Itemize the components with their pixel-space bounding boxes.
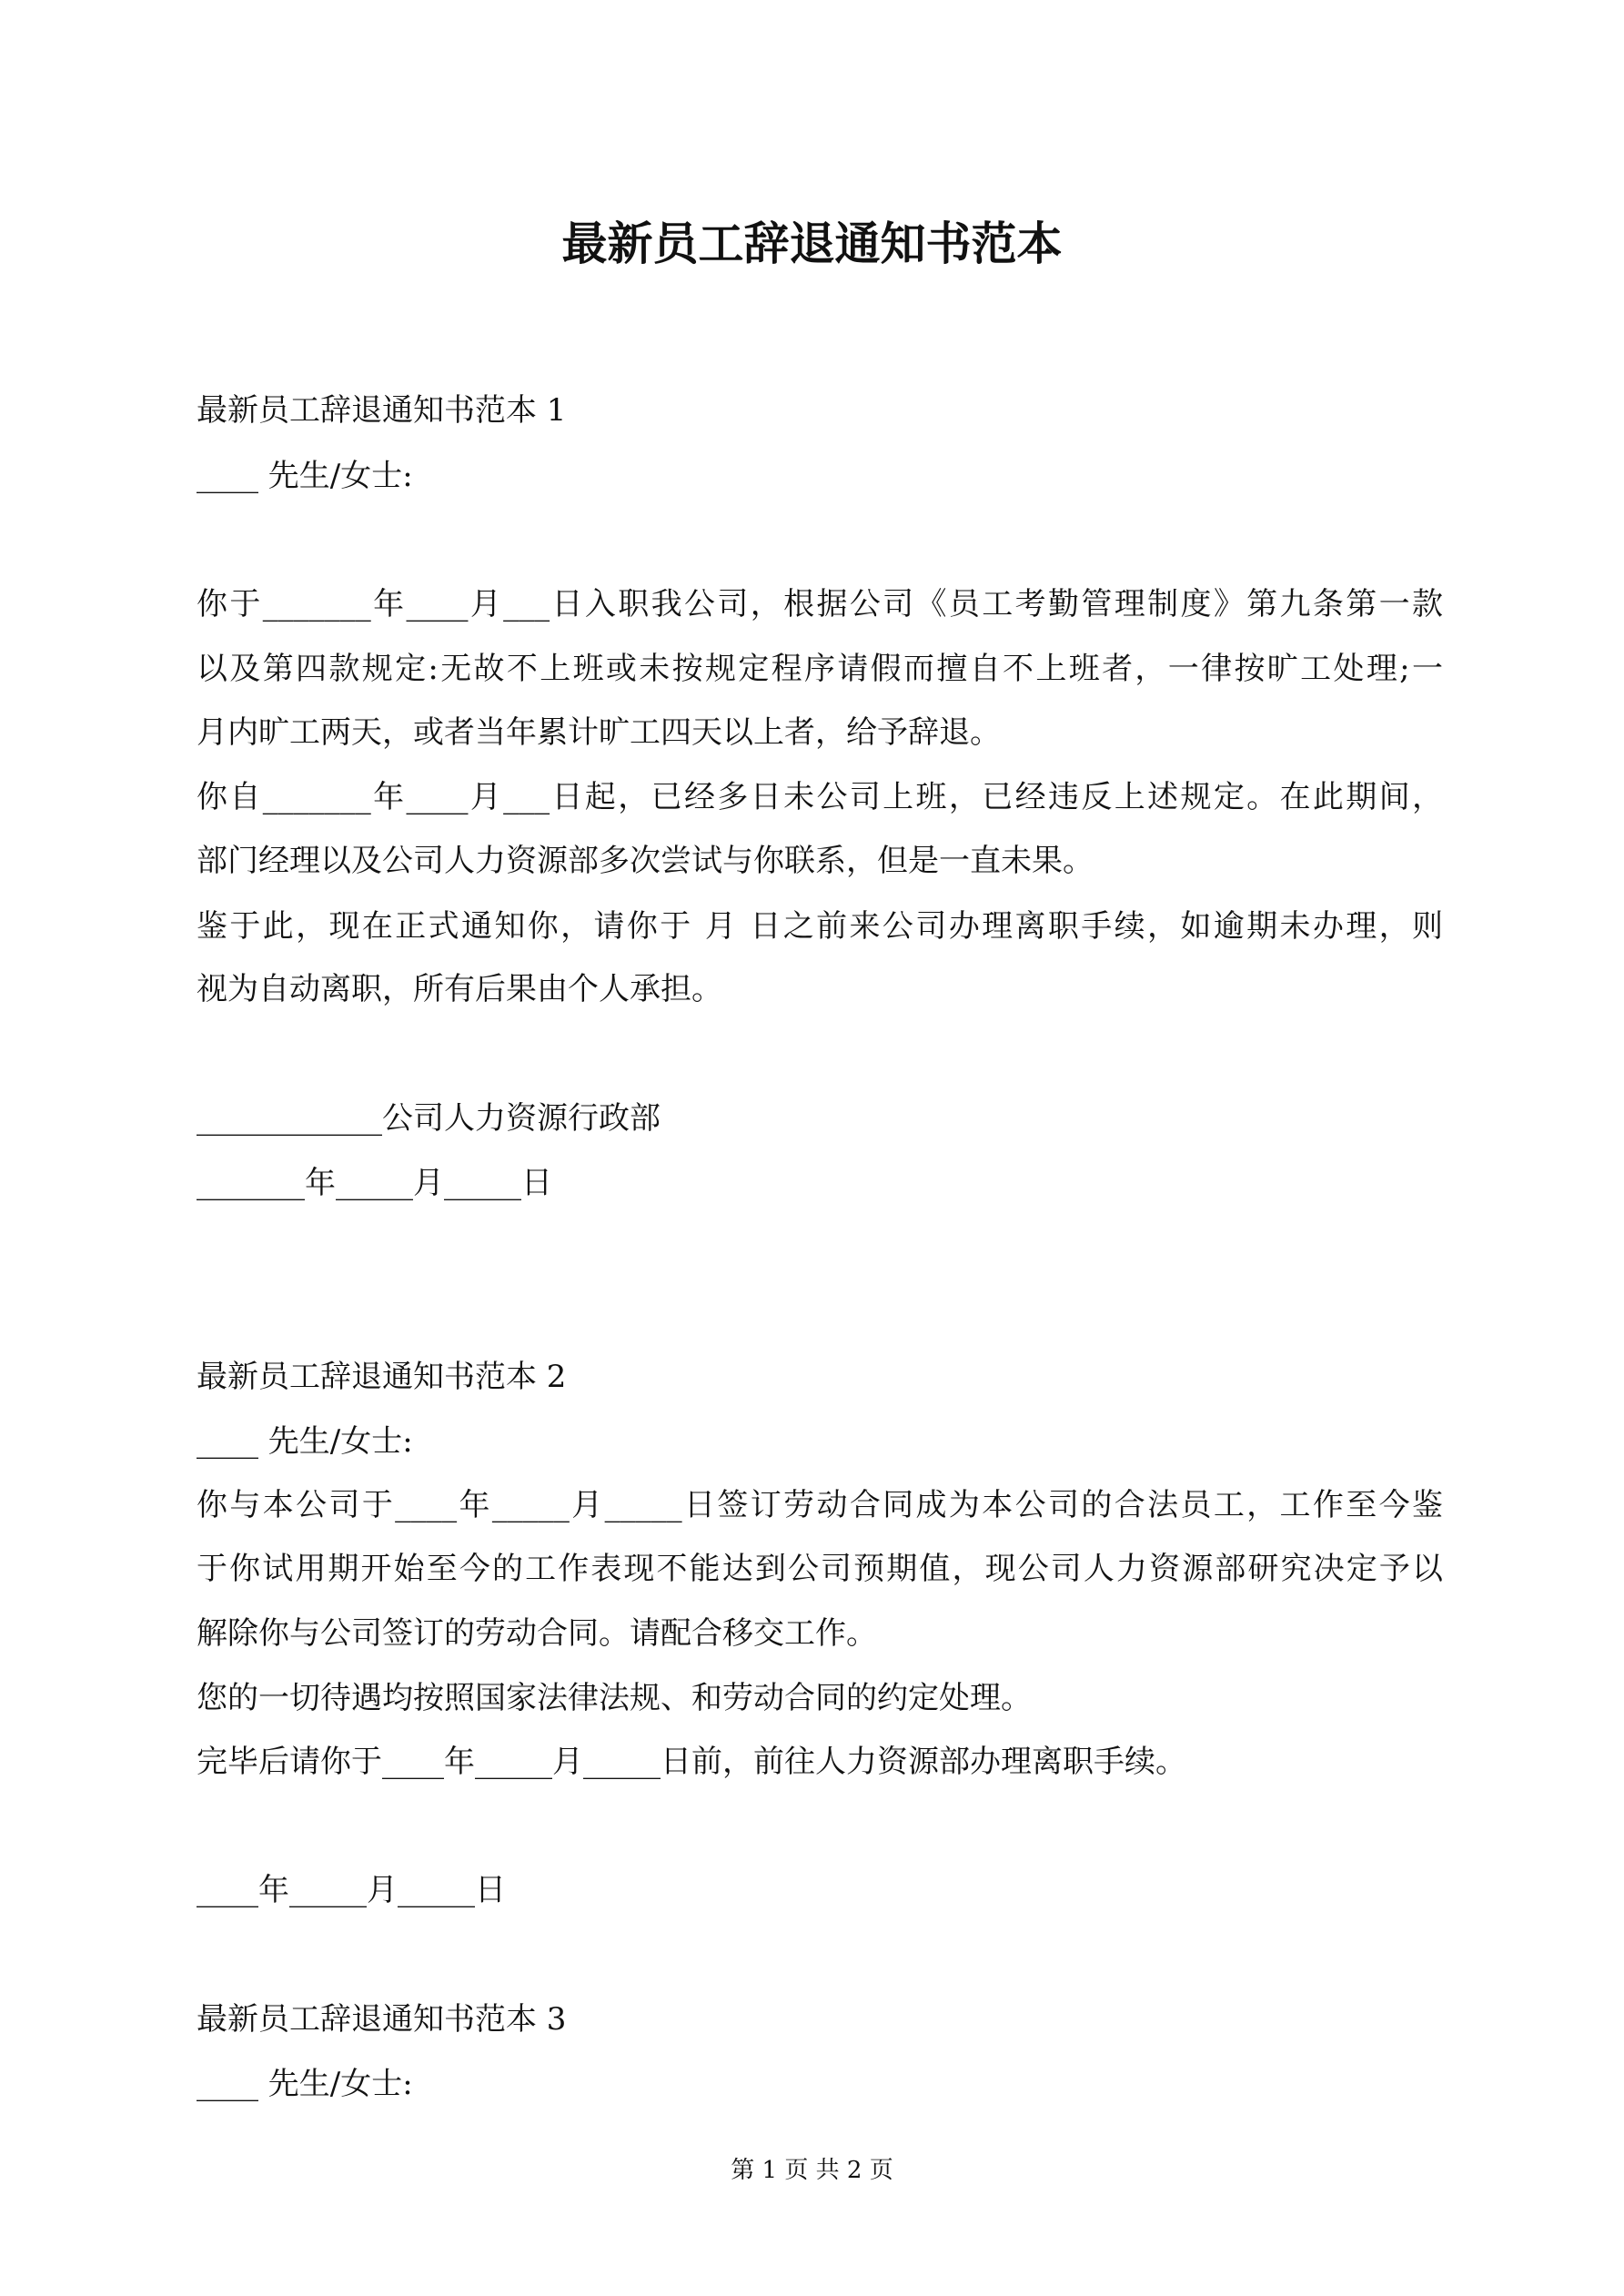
document-title: 最新员工辞退通知书范本 — [561, 217, 1063, 270]
paragraph-line: 鉴于此，现在正式通知你，请你于 月 日之前来公司办理离职手续，如逾期未办理，则 — [197, 908, 1443, 945]
paragraph-line: 您的一切待遇均按照国家法律法规、和劳动合同的约定处理。 — [197, 1680, 1032, 1716]
page-number-footer: 第 1 页 共 2 页 — [731, 2157, 893, 2184]
section-3-salutation: ____ 先生/女士: — [197, 2066, 413, 2102]
paragraph-line: 视为自动离职，所有后果由个人承担。 — [197, 971, 722, 1007]
paragraph-line: 以及第四款规定:无故不上班或未按规定程序请假而擅自不上班者，一律按旷工处理;一 — [197, 651, 1443, 687]
section-1-signature: ____________公司人力资源行政部 — [197, 1100, 661, 1137]
paragraph-line: 你于_______年____月___日入职我公司，根据公司《员工考勤管理制度》第九条第一款 — [197, 586, 1443, 622]
paragraph-line: 月内旷工两天，或者当年累计旷工四天以上者，给予辞退。 — [197, 714, 1001, 751]
section-1-heading: 最新员工辞退通知书范本 1 — [197, 392, 567, 429]
paragraph-line: 你自_______年____月___日起，已经多日未公司上班，已经违反上述规定。在此期间， — [197, 779, 1443, 815]
paragraph-line: 于你试用期开始至今的工作表现不能达到公司预期值，现公司人力资源部研究决定予以 — [197, 1551, 1443, 1587]
section-2-date: ____年_____月_____日 — [197, 1872, 506, 1908]
paragraph-line: 部门经理以及公司人力资源部多次尝试与你联系，但是一直未果。 — [197, 843, 1094, 879]
section-2-heading: 最新员工辞退通知书范本 2 — [197, 1359, 567, 1395]
section-1-salutation: ____ 先生/女士: — [197, 458, 413, 494]
section-3-heading: 最新员工辞退通知书范本 3 — [197, 2001, 567, 2038]
section-2-salutation: ____ 先生/女士: — [197, 1423, 413, 1460]
paragraph-line: 完毕后请你于____年_____月_____日前，前往人力资源部办理离职手续。 — [197, 1744, 1186, 1780]
paragraph-line: 你与本公司于____年_____月_____日签订劳动合同成为本公司的合法员工，工作至今鉴 — [197, 1487, 1443, 1523]
paragraph-line: 解除你与公司签订的劳动合同。请配合移交工作。 — [197, 1615, 877, 1652]
section-1-date: _______年_____月_____日 — [197, 1165, 552, 1201]
